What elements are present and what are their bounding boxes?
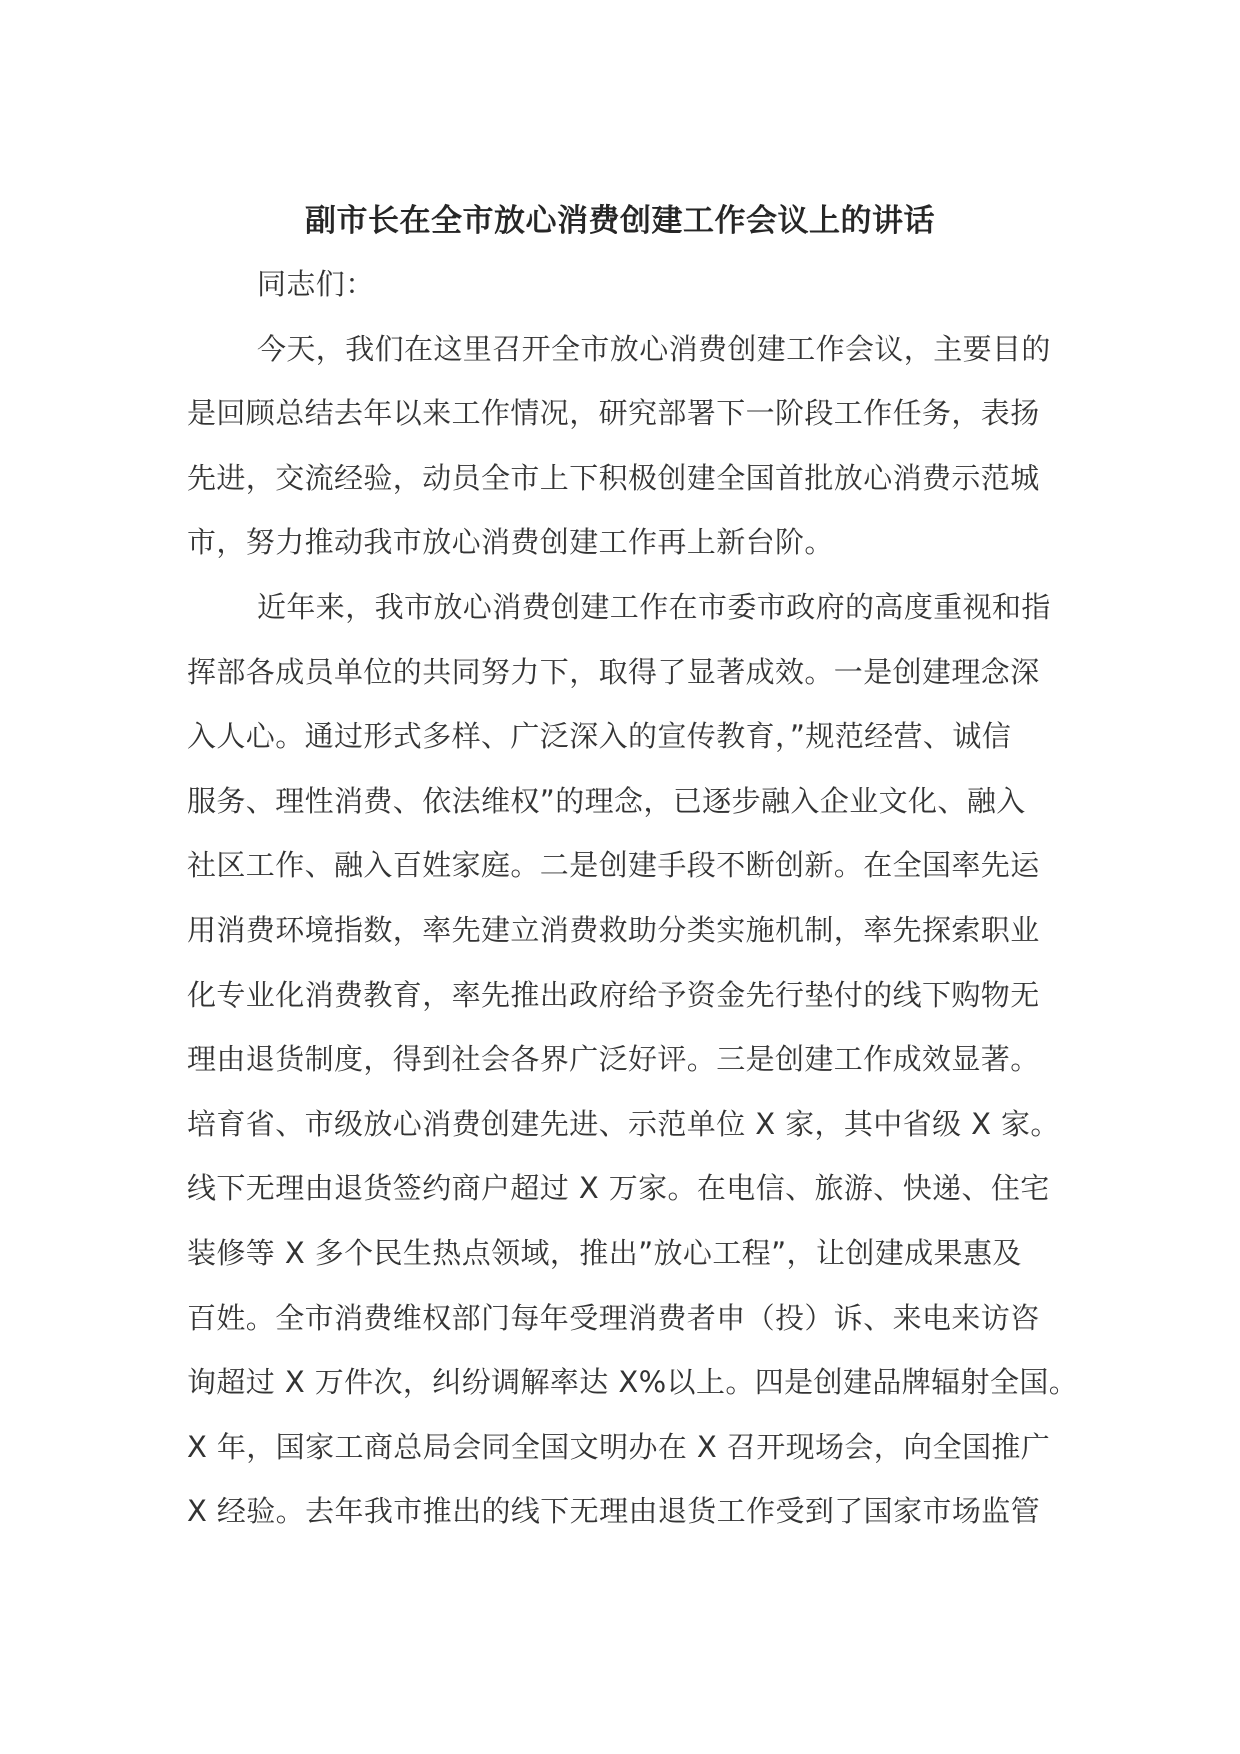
text-line: 理由退货制度，得到社会各界广泛好评。三是创建工作成效显著。 [187, 1042, 1040, 1077]
text-line: 装修等 X 多个民生热点领域，推出”放心工程”，让创建成果惠及 [187, 1235, 1022, 1270]
text-line: 线下无理由退货签约商户超过 X 万家。在电信、旅游、快递、住宅 [187, 1171, 1050, 1206]
text-line: 先进，交流经验，动员全市上下积极创建全国首批放心消费示范城 [187, 460, 1040, 495]
document-title: 副市长在全市放心消费创建工作会议上的讲话 [305, 203, 935, 239]
text-line: 近年来，我市放心消费创建工作在市委市政府的高度重视和指 [257, 589, 1051, 624]
document-body [187, 252, 1107, 1544]
text-line: 是回顾总结去年以来工作情况，研究部署下一阶段工作任务，表扬 [187, 396, 1040, 431]
text-line: 培育省、市级放心消费创建先进、示范单位 X 家，其中省级 X 家。 [187, 1106, 1060, 1141]
text-line: 询超过 X 万件次，纠纷调解率达 X%以上。四是创建品牌辐射全国。 [187, 1365, 1079, 1400]
text-line: 市，努力推动我市放心消费创建工作再上新台阶。 [187, 525, 834, 560]
text-line: 百姓。全市消费维权部门每年受理消费者申（投）诉、来电来访咨 [187, 1300, 1040, 1335]
text-line: 同志们： [257, 267, 375, 301]
text-line: 今天，我们在这里召开全市放心消费创建工作会议，主要目的 [257, 331, 1051, 366]
text-line: 服务、理性消费、依法维权”的理念，已逐步融入企业文化、融入 [187, 783, 1026, 818]
text-line: 用消费环境指数，率先建立消费救助分类实施机制，率先探索职业 [187, 912, 1040, 947]
text-line: 入人心。通过形式多样、广泛深入的宣传教育，”规范经营、诚信 [187, 719, 1012, 754]
text-line: X 经验。去年我市推出的线下无理由退货工作受到了国家市场监管 [187, 1494, 1041, 1529]
text-line: 社区工作、融入百姓家庭。二是创建手段不断创新。在全国率先运 [187, 848, 1040, 883]
text-line: 挥部各成员单位的共同努力下，取得了显著成效。一是创建理念深 [187, 654, 1040, 689]
text-line: X 年，国家工商总局会同全国文明办在 X 召开现场会，向全国推广 [187, 1429, 1051, 1464]
text-line: 化专业化消费教育，率先推出政府给予资金先行垫付的线下购物无 [187, 977, 1040, 1012]
